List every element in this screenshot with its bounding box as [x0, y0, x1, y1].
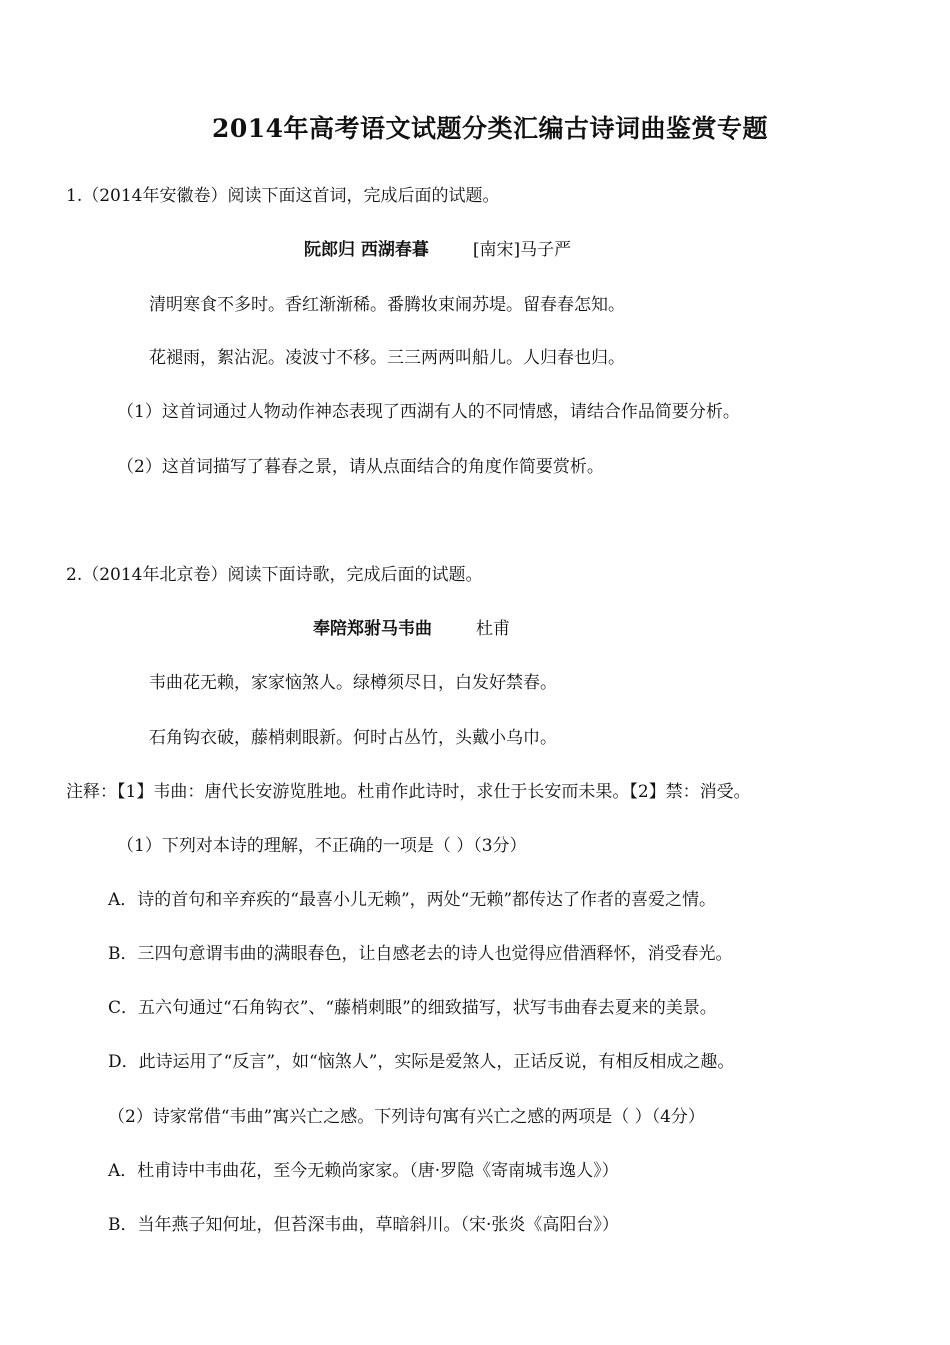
document-title: 2014年高考语文试题分类汇编古诗词曲鉴赏专题	[211, 114, 769, 143]
question-2-sub-1-option-c: C．五六句通过“石角钩衣”、“藤梢刺眼”的细致描写，状写韦曲春去夏来的美景。	[108, 998, 717, 1018]
question-2-sub-1-option-a: A．诗的首句和辛弃疾的“最喜小儿无赖”，两处“无赖”都传达了作者的喜爱之情。	[108, 890, 717, 910]
poem-1-line-1: 清明寒食不多时。香红渐渐稀。番腾妆束闹苏堤。留春春怎知。	[149, 295, 625, 315]
question-1-heading: 1.（2014年安徽卷）阅读下面这首词，完成后面的试题。	[66, 186, 500, 206]
question-2-sub-2-option-a: A．杜甫诗中韦曲花，至今无赖尚家家。（唐·罗隐《寄南城韦逸人》）	[108, 1161, 619, 1181]
poem-1-line-2: 花褪雨，絮沾泥。凌波寸不移。三三两两叫船儿。人归春也归。	[149, 348, 625, 368]
question-1-sub-2: （2）这首词描写了暮春之景，请从点面结合的角度作简要赏析。	[117, 457, 604, 477]
poem-2-line-1: 韦曲花无赖，家家恼煞人。绿樽须尽日，白发好禁春。	[149, 673, 557, 693]
question-1-sub-1: （1）这首词通过人物动作神态表现了西湖有人的不同情感，请结合作品简要分析。	[117, 402, 740, 422]
poem-2-line-2: 石角钩衣破，藤梢刺眼新。何时占丛竹，头戴小乌巾。	[149, 728, 557, 748]
poem-2-title: 奉陪郑驸马韦曲	[313, 619, 432, 639]
poem-2-note: 注释：【1】韦曲：唐代长安游览胜地。杜甫作此诗时，求仕于长安而未果。【2】禁：消受。	[66, 782, 751, 802]
poem-1-title: 阮郎归 西湖春暮	[304, 240, 429, 260]
poem-2-author: 杜甫	[476, 619, 510, 639]
poem-2-heading	[313, 617, 510, 641]
question-2-sub-1-option-d: D．此诗运用了“反言”，如“恼煞人”，实际是爱煞人，正话反说，有相反相成之趣。	[108, 1052, 735, 1072]
question-2-sub-2-option-b: B．当年燕子知何址，但苔深韦曲，草暗斜川。（宋·张炎《高阳台》）	[108, 1215, 619, 1235]
poem-1-author: [南宋]马子严	[472, 240, 572, 260]
question-2-sub-1-option-b: B．三四句意谓韦曲的满眼春色，让自感老去的诗人也觉得应借酒释怀，消受春光。	[108, 944, 733, 964]
poem-1-heading	[304, 238, 571, 262]
question-2-heading: 2.（2014年北京卷）阅读下面诗歌，完成后面的试题。	[66, 565, 483, 585]
question-2-sub-1-stem: （1）下列对本诗的理解，不正确的一项是（ ）（3分）	[117, 836, 527, 856]
question-2-sub-2-stem: （2）诗家常借“韦曲”寓兴亡之感。下列诗句寓有兴亡之感的两项是（ ）（4分）	[108, 1107, 705, 1127]
